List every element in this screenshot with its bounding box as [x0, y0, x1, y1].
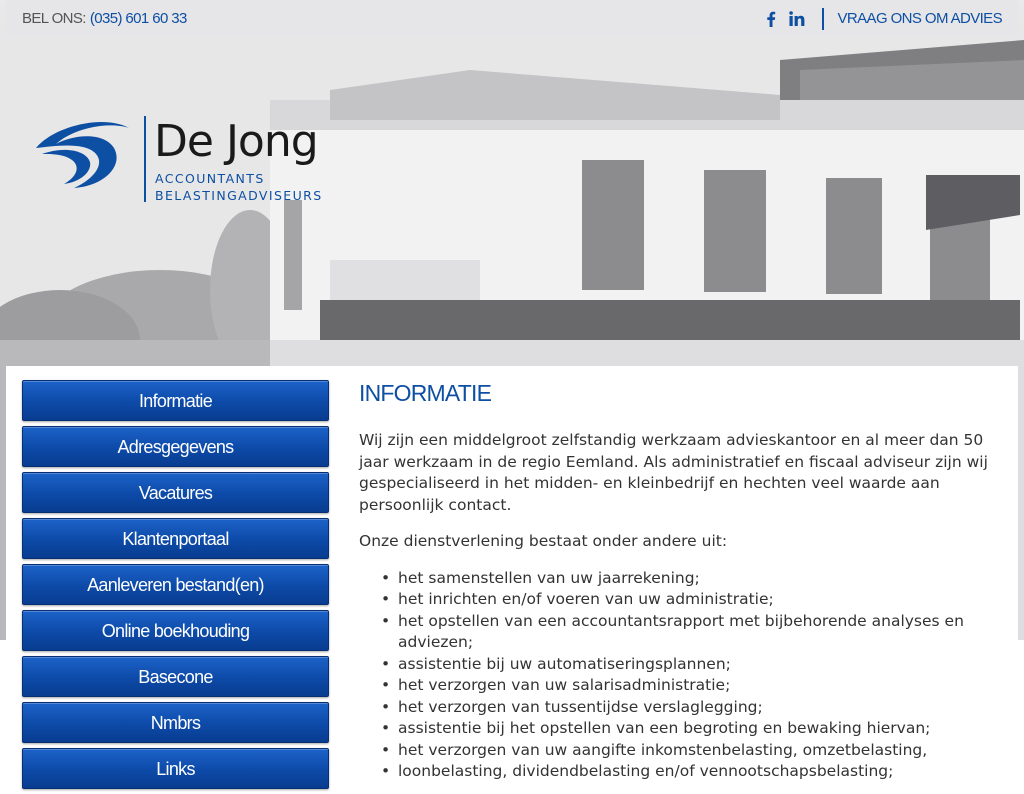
nav-vacatures[interactable]: Vacatures	[22, 472, 329, 513]
main-content	[359, 380, 1004, 783]
nav-links[interactable]: Links	[22, 748, 329, 789]
list-item: • het verzorgen van tussentijdse verslaglegging;	[381, 697, 1004, 719]
list-item: • loonbelasting, dividendbelasting en/of vennootschapsbelasting;	[381, 761, 1004, 783]
nav-aanleveren-bestanden[interactable]: Aanleveren bestand(en)	[22, 564, 329, 605]
list-item: • het verzorgen van uw salarisadministratie;	[381, 675, 1004, 697]
advice-link[interactable]: VRAAG ONS OM ADVIES	[837, 10, 1002, 27]
list-item: • assistentie bij uw automatiseringsplannen;	[381, 654, 1004, 676]
logo[interactable]	[34, 112, 334, 212]
list-item: • het opstellen van een accountantsrapport met bijbehorende analyses en adviezen;	[381, 611, 1004, 654]
nav-online-boekhouding[interactable]: Online boekhouding	[22, 610, 329, 651]
facebook-icon[interactable]	[758, 9, 784, 29]
swoosh-icon	[34, 116, 139, 191]
nav-adresgegevens[interactable]: Adresgegevens	[22, 426, 329, 467]
topbar-right	[758, 0, 1002, 37]
call-label: BEL ONS:	[22, 10, 86, 27]
services-intro: Onze dienstverlening bestaat onder andere uit:	[359, 532, 728, 550]
nav-basecone[interactable]: Basecone	[22, 656, 329, 697]
content-panel	[6, 366, 1018, 780]
nav-klantenportaal[interactable]: Klantenportaal	[22, 518, 329, 559]
linkedin-icon[interactable]	[784, 9, 810, 29]
nav-informatie[interactable]: Informatie	[22, 380, 329, 421]
list-item: • assistentie bij het opstellen van een begroting en bewaking hiervan;	[381, 718, 1004, 740]
nav-nmbrs[interactable]: Nmbrs	[22, 702, 329, 743]
list-item: • het verzorgen van uw aangifte inkomstenbelasting, omzetbelasting,	[381, 740, 1004, 762]
logo-divider	[144, 116, 146, 202]
top-bar	[6, 0, 1018, 37]
page-title: INFORMATIE	[359, 380, 492, 406]
services-list	[359, 568, 1004, 783]
phone-link[interactable]: (035) 601 60 33	[89, 10, 187, 27]
topbar-divider	[822, 8, 824, 30]
list-item: • het inrichten en/of voeren van uw administratie;	[381, 589, 1004, 611]
sidebar-nav	[22, 380, 329, 794]
logo-line1: ACCOUNTANTS	[155, 171, 265, 186]
logo-name: De Jong	[154, 116, 318, 167]
intro-paragraph: Wij zijn een middelgroot zelfstandig werkzaam advieskantoor en al meer dan 50 jaar werkzaam in de regio Eemland. Als administratief en fiscaal adviseur zijn wij gespecialiseerd in het midden- en kleinbedrijf en hechten veel waarde aan persoonlijk contact.	[359, 431, 988, 514]
list-item: • het samenstellen van uw jaarrekening;	[381, 568, 1004, 590]
logo-line2: BELASTINGADVISEURS	[155, 188, 323, 203]
